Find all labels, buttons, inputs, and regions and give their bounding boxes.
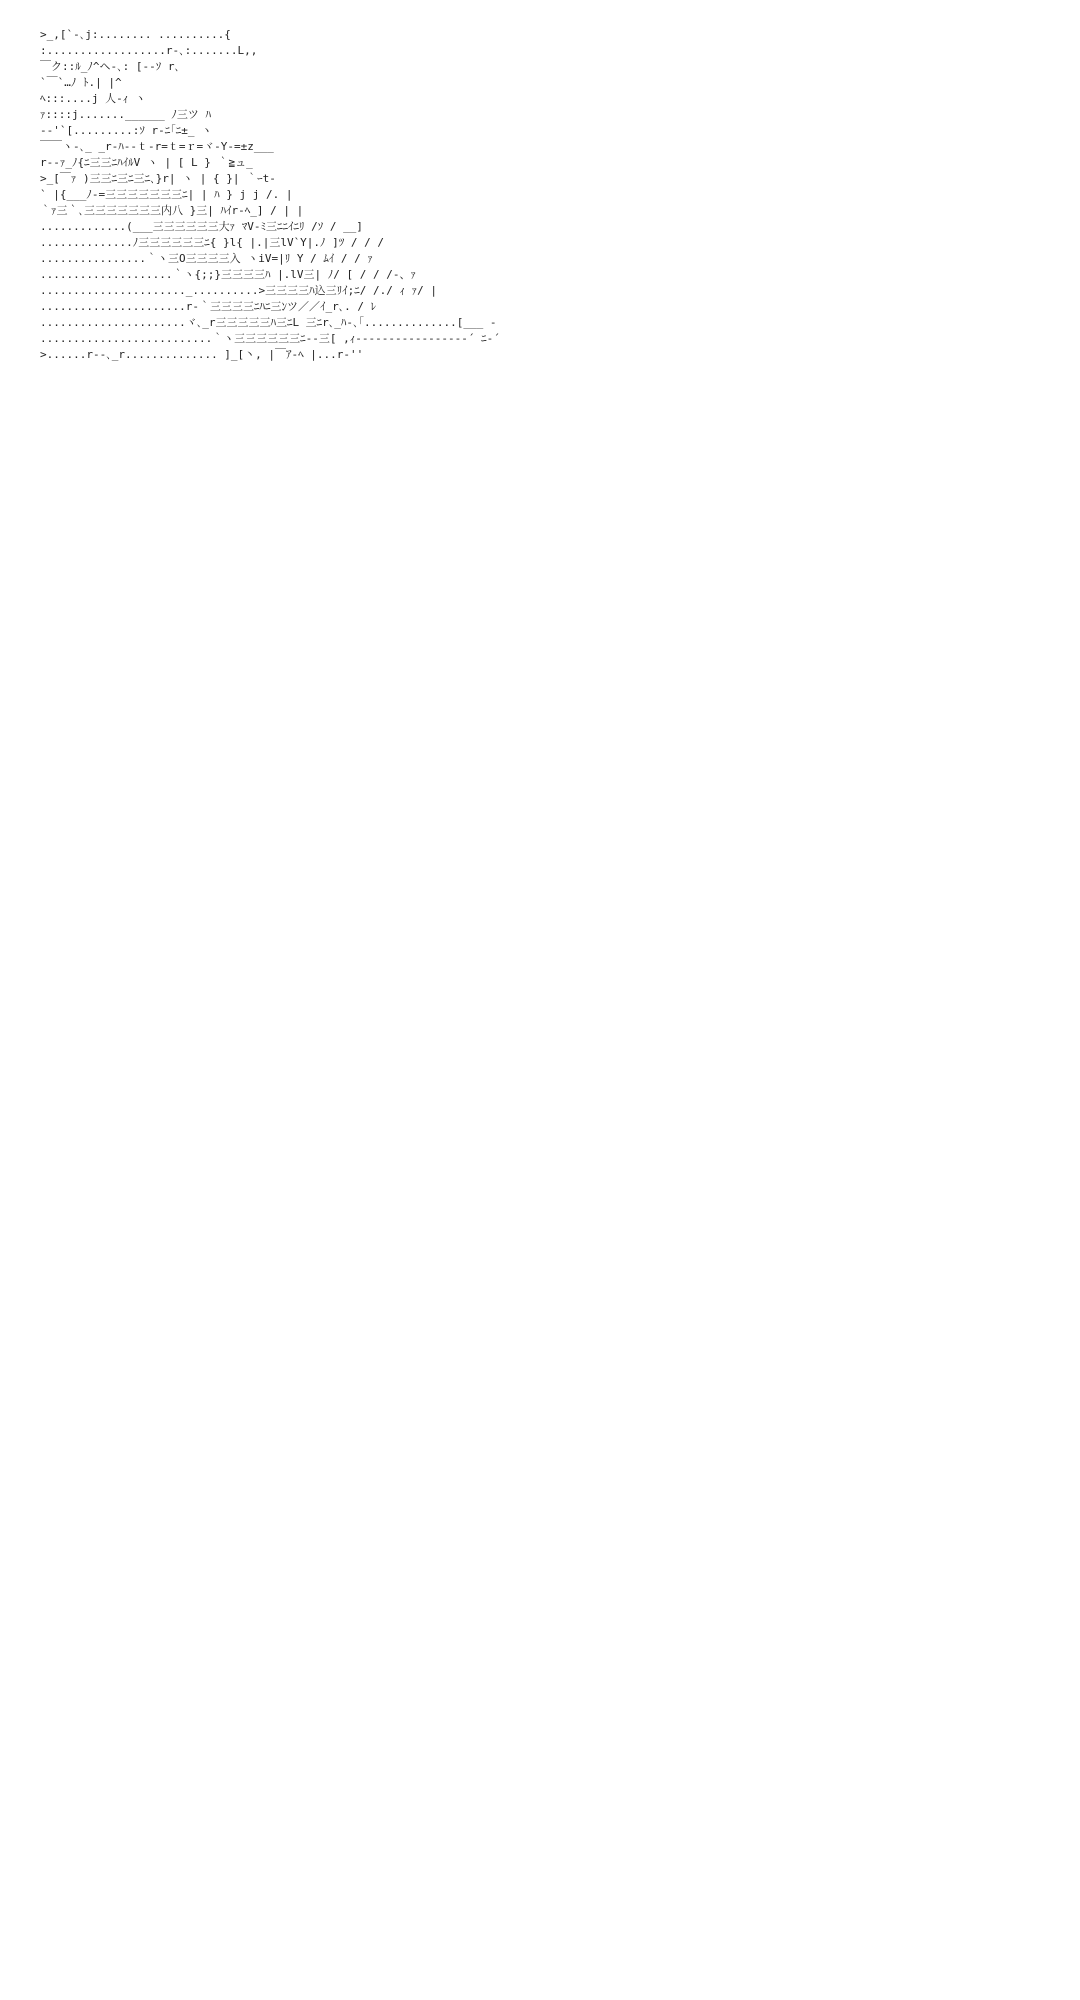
svg-text:.............(___三三三三三三大ｧ ﾏV-ﾐ: .............(___三三三三三三大ｧ ﾏV-ﾐ三ﾆﾆｲﾆﾘ /ｿ / __] <box>40 220 363 233</box>
svg-text::..................r-､:.......: :..................r-､:.......L,, <box>40 44 258 57</box>
ascii-art-floating-island <box>40 26 550 574</box>
svg-text:--'`[.........:ｿ r-ﾆ: --'`[.........:ｿ r-ﾆ｢ﾆ±_ ヽ <box>40 124 213 137</box>
svg-text:......................r-｀三三三三ﾆ: ......................r-｀三三三三ﾆﾊﾆ三ﾝツ／／ｲ_r､. / ﾚ <box>40 300 377 313</box>
svg-text:` |{___ﾉ-=三三三三三三三ﾆ| | ﾊ } j: ` |{___ﾉ-=三三三三三三三ﾆ| | ﾊ } j j /. | <box>40 188 293 201</box>
svg-text:......................ヾ､_r三三三三: ......................ヾ､_r三三三三三ﾊ三ﾆL 三ﾆr､_ﾊ-､｢..............[___ - <box>40 316 497 329</box>
svg-text:>_,[`-､j:........ ..........: >_,[`-､j:........ ..........{ <box>40 28 231 41</box>
svg-text:｀ｧ三｀､三三三三三三三内八 }三| ﾊｲr-ﾍ_] /: ｀ｧ三｀､三三三三三三三内八 }三| ﾊｲr-ﾍ_] / | | <box>40 204 304 217</box>
svg-text:......................_.......: ......................_..........>三三三三ﾊ込三ﾘｲ;ﾆ/ /./ ｨ ｧ/ | <box>40 284 438 297</box>
svg-text:....................｀ヽ{;;}三三三三: ....................｀ヽ{;;}三三三三ﾊ |.lV三| ﾉ/ [ / / /-、ｧ <box>40 268 417 281</box>
svg-text:>......r--､_r..............: >......r--､_r.............. ]_[丶, |￣ｱ-ﾍ |...r-'' <box>40 348 364 361</box>
svg-text:ﾍ:::....j: ﾍ:::....j 人-ｨ ヽ <box>40 92 146 105</box>
svg-text:ｧ::::j.......______: ｧ::::j.......______ ﾉ三ツ ﾊ <box>40 108 211 121</box>
svg-text:................｀ヽ三O三三三三入 ヽiV=: ................｀ヽ三O三三三三入 ヽiV=|ﾘ Y / ﾑｲ / / ｧ <box>40 252 373 265</box>
svg-text:￣￣ヽ-､_ _r-ﾊ--ｔ-r=ｔ=ｒ=ヾ-Y-: ￣￣ヽ-､_ _r-ﾊ--ｔ-r=ｔ=ｒ=ヾ-Y-=±z___ <box>40 140 274 153</box>
svg-text:..............ﾉ三三三三三三ﾆ{ }l{ |.: ..............ﾉ三三三三三三ﾆ{ }l{ |.|三lV`Y|.ﾉ ]ﾂ / / / <box>40 236 385 249</box>
svg-text:..........................｀ヽ三三: ..........................｀ヽ三三三三三三ﾆ--三[ ,ｨ-----------------´ ﾆ-´ <box>40 332 500 345</box>
svg-text:￣ク::ﾙ_ﾉ^ヘ-､: [--ｿ: ￣ク::ﾙ_ﾉ^ヘ-､: [--ｿ r､ <box>40 60 180 73</box>
svg-text:>_[￣ｧ )三三ﾆ三ﾆ三ﾆ､}r|: >_[￣ｧ )三三ﾆ三ﾆ三ﾆ､}r| ヽ | { }| ｀ｰt- <box>40 172 276 185</box>
svg-text:`￣`…ﾉ ﾄ: `￣`…ﾉ ﾄ.| |^ <box>40 76 122 89</box>
svg-text:r--ｧ_ﾉ{ﾆ三三ﾆﾊｲﾙV ヽ | [ L: r--ｧ_ﾉ{ﾆ三三ﾆﾊｲﾙV ヽ | [ L } ｀≧ュ_ <box>40 156 253 169</box>
